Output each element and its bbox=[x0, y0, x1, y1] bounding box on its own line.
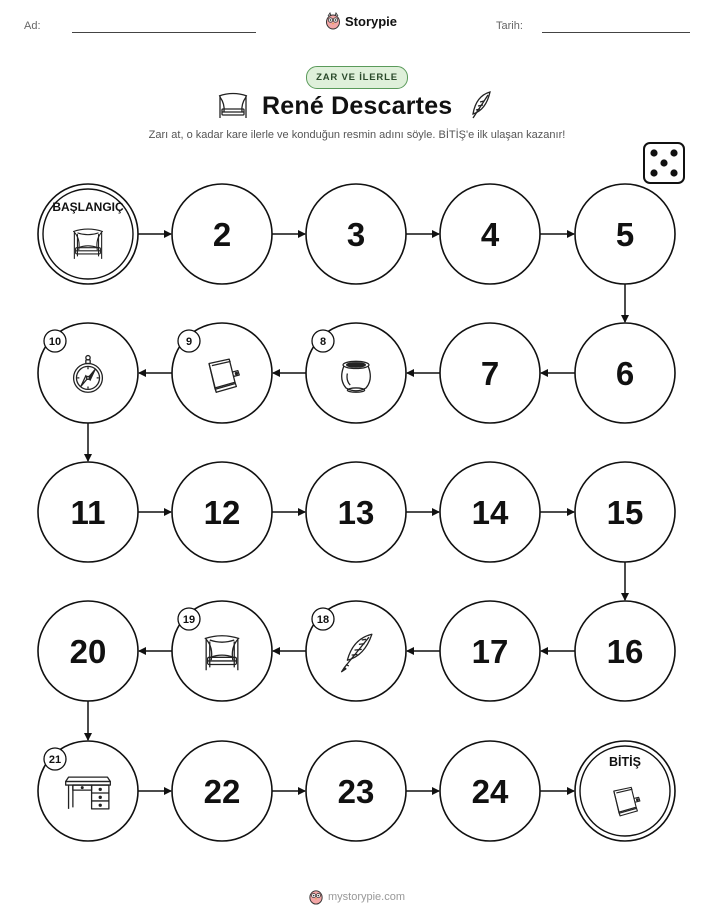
start-label: BAŞLANGIÇ bbox=[52, 200, 124, 214]
board-space-12 bbox=[172, 462, 272, 562]
board-space-10 bbox=[38, 323, 138, 423]
board-space-11 bbox=[38, 462, 138, 562]
instructions: Zarı at, o kadar kare ilerle ve konduğun resmin adını söyle. BİTİŞ'e ilk ulaşan kazanır! bbox=[148, 129, 566, 141]
footer bbox=[308, 888, 405, 905]
space-number: 9 bbox=[185, 336, 193, 348]
brand-name: Storypie bbox=[345, 13, 398, 29]
name-label: Ad: bbox=[24, 20, 41, 32]
space-number: 4 bbox=[480, 216, 500, 253]
space-number: 2 bbox=[212, 216, 232, 253]
board-space-22 bbox=[172, 741, 272, 841]
board-space-13 bbox=[306, 462, 406, 562]
board-space-17 bbox=[440, 601, 540, 701]
board-space-21 bbox=[38, 741, 138, 841]
space-number: 22 bbox=[203, 773, 241, 810]
board-space-14 bbox=[440, 462, 540, 562]
space-number: 12 bbox=[203, 494, 241, 531]
owl-mascot-icon bbox=[308, 888, 324, 905]
board-space-16 bbox=[575, 601, 675, 701]
board-space-8 bbox=[306, 323, 406, 423]
space-number: 13 bbox=[337, 494, 375, 531]
footer-url: mystorypie.com bbox=[328, 890, 406, 903]
board-space-9 bbox=[172, 323, 272, 423]
space-number: 10 bbox=[48, 336, 62, 348]
space-number: 23 bbox=[337, 773, 375, 810]
activity-badge: ZAR VE İLERLE bbox=[306, 66, 408, 89]
space-number: 11 bbox=[70, 494, 106, 531]
finish-label: BİTİŞ bbox=[609, 755, 641, 769]
board-space-4 bbox=[440, 184, 540, 284]
space-number: 8 bbox=[319, 336, 327, 348]
space-number: 16 bbox=[606, 633, 644, 670]
board-space-20 bbox=[38, 601, 138, 701]
space-number: 21 bbox=[48, 754, 62, 766]
board-space-19 bbox=[172, 601, 272, 701]
space-number: 18 bbox=[316, 614, 330, 626]
board-space-7 bbox=[440, 323, 540, 423]
board-space-6 bbox=[575, 323, 675, 423]
space-number: 14 bbox=[471, 494, 509, 531]
start-space bbox=[38, 184, 138, 284]
space-number: 19 bbox=[182, 614, 196, 626]
space-number: 20 bbox=[69, 633, 107, 670]
space-number: 15 bbox=[606, 494, 644, 531]
page-title: René Descartes bbox=[262, 92, 453, 120]
space-number: 17 bbox=[471, 633, 509, 670]
space-circle bbox=[38, 184, 138, 284]
space-number: 24 bbox=[471, 773, 509, 810]
date-label: Tarih: bbox=[496, 20, 523, 32]
finish-space bbox=[575, 741, 675, 841]
board-space-3 bbox=[306, 184, 406, 284]
board-space-23 bbox=[306, 741, 406, 841]
space-number: 3 bbox=[346, 216, 366, 253]
board-space-18 bbox=[306, 601, 406, 701]
space-number: 5 bbox=[615, 216, 635, 253]
board-space-24 bbox=[440, 741, 540, 841]
board-space-2 bbox=[172, 184, 272, 284]
space-number: 6 bbox=[615, 355, 635, 392]
board-space-5 bbox=[575, 184, 675, 284]
space-number: 7 bbox=[480, 355, 500, 392]
board-space-15 bbox=[575, 462, 675, 562]
